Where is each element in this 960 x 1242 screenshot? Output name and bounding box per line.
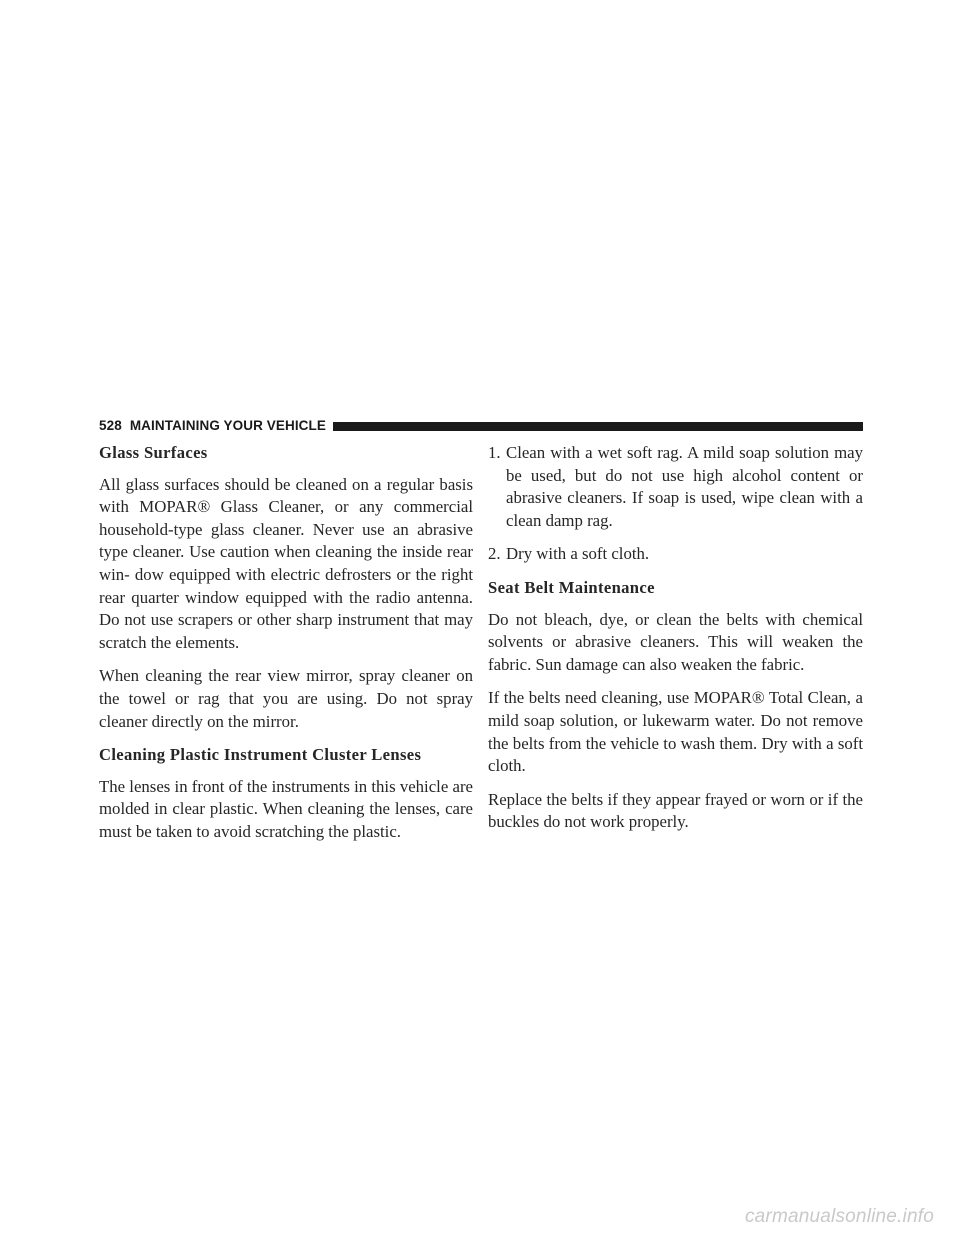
list-item [488,543,863,566]
glass-paragraph-1: All glass surfaces should be cleaned on a regular basis with MOPAR® Glass Cleaner, or any commercial household-type glass cleaner. Never use an abrasive type cleaner. Use caution when cleaning the inside rear win- dow equipped with electric defrosters or the right rear quarter window equipped with the radio antenna. Do not use scrapers or other sharp instrument that may scratch the elements. [99,474,473,652]
right-column [488,442,863,845]
belt-paragraph-2: If the belts need cleaning, use MOPAR® Total Clean, a mild soap solution, or lukewarm water. Do not remove the belts from the vehicle to wash them. Dry with a soft cloth. [488,688,863,776]
seat-belt-heading: Seat Belt Maintenance [488,577,655,597]
header-rule [333,422,863,431]
belt-paragraph-3: Replace the belts if they appear frayed or worn or if the buckles do not work properly. [488,789,863,832]
glass-surfaces-heading: Glass Surfaces [99,443,208,462]
glass-paragraph-2: When cleaning the rear view mirror, spray cleaner on the towel or rag that you are using. Do not spray cleaner directly on the mirror. [99,666,473,731]
page-number: 528 [99,418,122,433]
left-column [99,442,473,855]
list-number: 1. [488,443,501,462]
page-header [99,419,863,433]
list-text: Dry with a soft cloth. [506,544,650,564]
list-text: Clean with a wet soft rag. A mild soap solution may be used, but do not use high alcohol content or abrasive cleaners. If soap is used, wipe clean with a clean damp rag. [506,443,863,530]
belt-paragraph-1: Do not bleach, dye, or clean the belts with chemical solvents or abrasive cleaners. This will weaken the fabric. Sun damage can also weaken the fabric. [488,609,863,674]
lens-paragraph-1: The lenses in front of the instruments in this vehicle are molded in clear plastic. When cleaning the lenses, care must be taken to avoid scratching the plastic. [99,776,473,841]
watermark-text: carmanualsonline.info [744,1206,934,1227]
lens-cleaning-heading: Cleaning Plastic Instrument Cluster Lenses [99,745,422,765]
header-text [99,419,326,433]
list-number: 2. [488,544,501,564]
section-title: MAINTAINING YOUR VEHICLE [129,418,326,433]
list-item [488,442,863,532]
